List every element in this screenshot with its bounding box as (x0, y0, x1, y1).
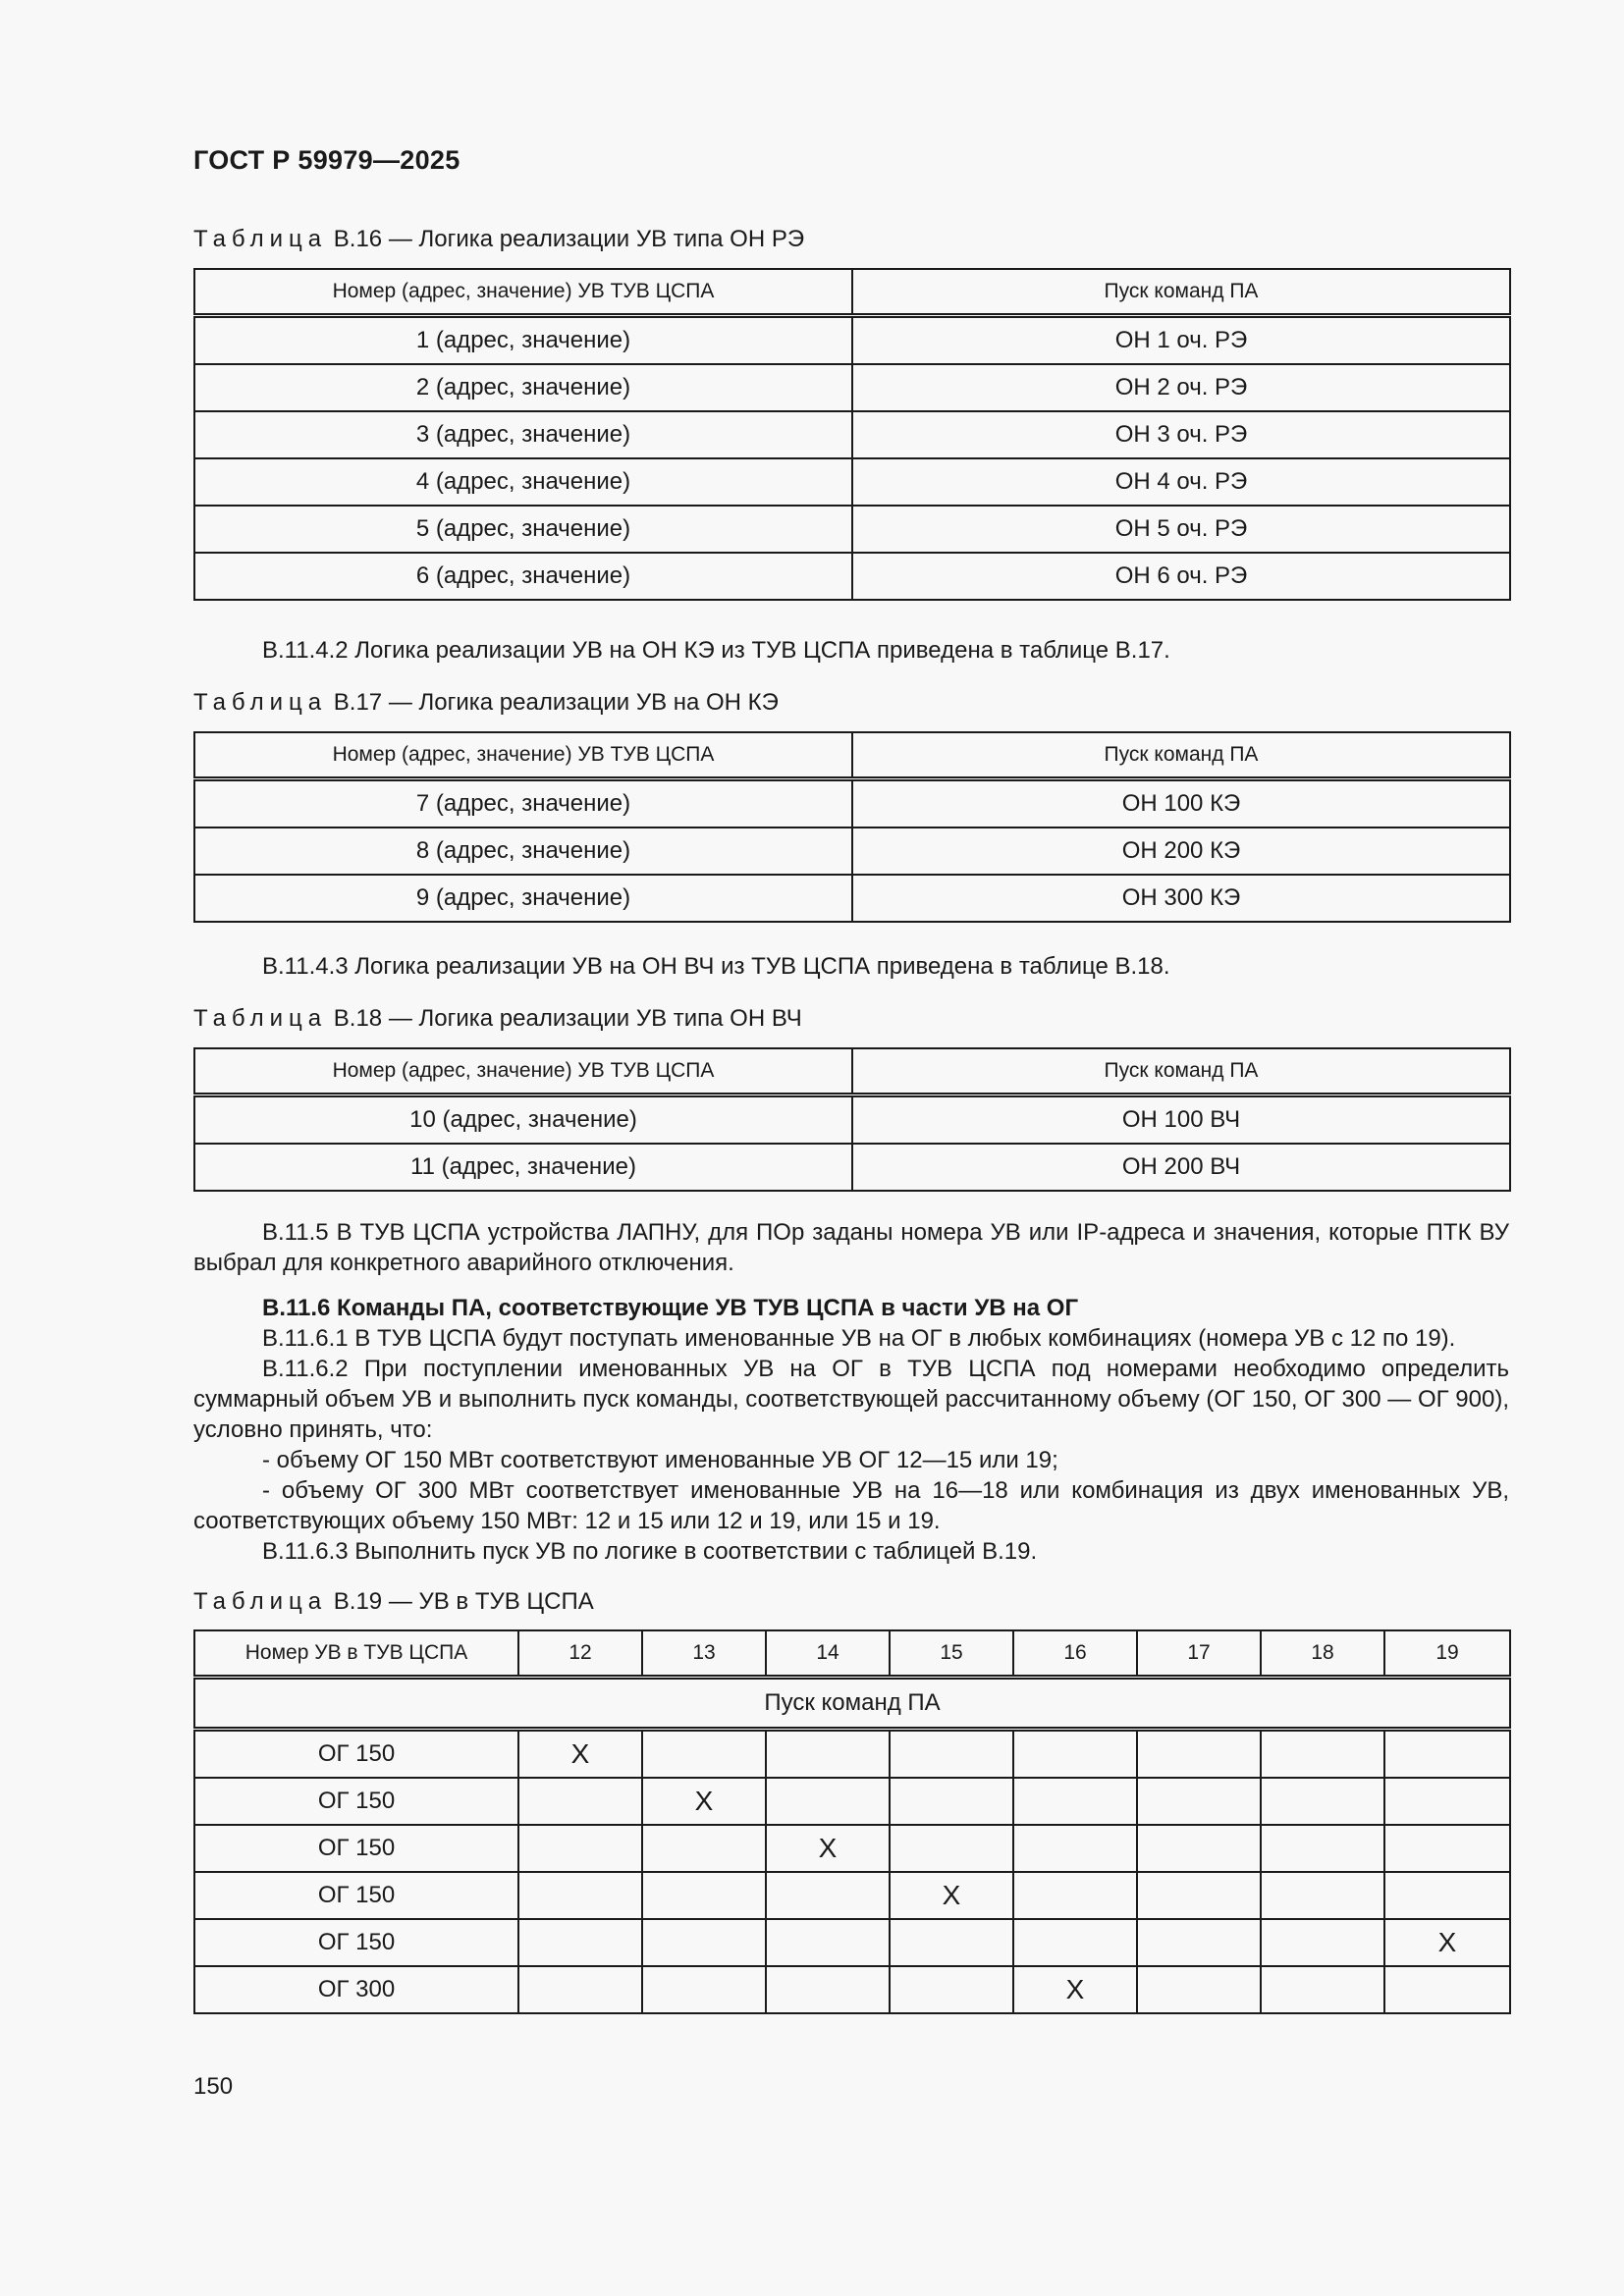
paragraph-b-11-6-2: В.11.6.2 При поступлении именованных УВ на ОГ в ТУВ ЦСПА под номерами необходимо определить суммарный объем УВ и выполнить пуск команды, соответствующей рассчитанному объему (ОГ 150, ОГ 300 — ОГ 900), условно принять, что: (193, 1356, 1509, 1443)
mark-cell: Х (642, 1778, 766, 1825)
table-row (194, 1730, 1510, 1779)
table-row (194, 316, 1510, 365)
table-cell: 8 (адрес, значение) (194, 828, 852, 875)
row-label: ОГ 300 (194, 1966, 518, 2013)
paragraph-b-11-6-3: В.11.6.3 Выполнить пуск УВ по логике в соответствии с таблицей В.19. (262, 1538, 1038, 1565)
table-17 (193, 731, 1511, 923)
empty-cell (518, 1872, 642, 1919)
table-cell: 5 (адрес, значение) (194, 506, 852, 553)
table-18 (193, 1047, 1511, 1192)
table-17-caption (193, 689, 779, 717)
table-cell: ОН 100 КЭ (852, 779, 1510, 828)
table-19-caption-text: В.19 — УВ в ТУВ ЦСПА (333, 1588, 594, 1615)
table-row (194, 1872, 1510, 1919)
table-header-row (194, 1630, 1510, 1678)
column-header: Номер (адрес, значение) УВ ТУВ ЦСПА (194, 269, 852, 316)
table-row (194, 506, 1510, 553)
table-cell: 9 (адрес, значение) (194, 875, 852, 922)
empty-cell (1013, 1730, 1137, 1779)
table-cell: ОН 2 оч. РЭ (852, 364, 1510, 411)
empty-cell (642, 1919, 766, 1966)
empty-cell (1261, 1825, 1384, 1872)
table-row (194, 1095, 1510, 1145)
column-header: Пуск команд ПА (852, 1048, 1510, 1095)
table-18-caption-text: В.18 — Логика реализации УВ типа ОН ВЧ (333, 1005, 802, 1032)
paragraph-b-11-4-3: В.11.4.3 Логика реализации УВ на ОН ВЧ из ТУВ ЦСПА приведена в таблице В.18. (262, 953, 1170, 980)
empty-cell (518, 1778, 642, 1825)
empty-cell (1137, 1825, 1261, 1872)
paragraph-b-11-5: В.11.5 В ТУВ ЦСПА устройства ЛАПНУ, для ПОр заданы номера УВ или IP-адреса и значения, которые ПТК ВУ выбрал для конкретного аварийного отключения. (193, 1219, 1509, 1276)
empty-cell (766, 1919, 890, 1966)
empty-cell (766, 1778, 890, 1825)
paragraph-b-11-6-1: В.11.6.1 В ТУВ ЦСПА будут поступать именованные УВ на ОГ в любых комбинациях (номера УВ с 12 по 19). (262, 1325, 1456, 1352)
table-row (194, 1144, 1510, 1191)
table-cell: ОН 3 оч. РЭ (852, 411, 1510, 458)
empty-cell (518, 1919, 642, 1966)
empty-cell (1013, 1825, 1137, 1872)
table-cell: 10 (адрес, значение) (194, 1095, 852, 1145)
table-cell: 2 (адрес, значение) (194, 364, 852, 411)
table-cell: ОН 200 КЭ (852, 828, 1510, 875)
column-header: Пуск команд ПА (852, 269, 1510, 316)
document-id-header: ГОСТ Р 59979—2025 (193, 145, 460, 175)
empty-cell (1261, 1919, 1384, 1966)
empty-cell (1013, 1872, 1137, 1919)
row-label: ОГ 150 (194, 1778, 518, 1825)
empty-cell (1137, 1730, 1261, 1779)
empty-cell (1261, 1966, 1384, 2013)
table-subheader-row (194, 1678, 1510, 1730)
row-label: ОГ 150 (194, 1730, 518, 1779)
mark-cell: Х (1013, 1966, 1137, 2013)
table-cell: ОН 6 оч. РЭ (852, 553, 1510, 600)
table-row (194, 1919, 1510, 1966)
table-header-row (194, 1048, 1510, 1095)
mark-cell: Х (1384, 1919, 1510, 1966)
table-row (194, 1966, 1510, 2013)
table-19-caption-word: Таблица (193, 1588, 328, 1615)
number-header: 17 (1137, 1630, 1261, 1678)
empty-cell (1137, 1919, 1261, 1966)
table-17-caption-word: Таблица (193, 689, 328, 716)
column-header: Номер (адрес, значение) УВ ТУВ ЦСПА (194, 1048, 852, 1095)
table-cell: 4 (адрес, значение) (194, 458, 852, 506)
table-row (194, 364, 1510, 411)
table-19 (193, 1629, 1511, 2014)
table-row (194, 828, 1510, 875)
table-row (194, 1825, 1510, 1872)
empty-cell (1384, 1778, 1510, 1825)
empty-cell (890, 1825, 1013, 1872)
table-cell: ОН 300 КЭ (852, 875, 1510, 922)
subheader-cell: Пуск команд ПА (194, 1678, 1510, 1730)
table-18-caption (193, 1005, 802, 1033)
table-cell: ОН 5 оч. РЭ (852, 506, 1510, 553)
empty-cell (890, 1966, 1013, 2013)
bullet-og-150: - объему ОГ 150 МВт соответствуют именованные УВ ОГ 12—15 или 19; (262, 1447, 1058, 1473)
table-header-row (194, 732, 1510, 779)
number-header: 19 (1384, 1630, 1510, 1678)
number-header: 18 (1261, 1630, 1384, 1678)
empty-cell (642, 1730, 766, 1779)
table-row (194, 553, 1510, 600)
empty-cell (1137, 1872, 1261, 1919)
table-cell: ОН 100 ВЧ (852, 1095, 1510, 1145)
empty-cell (1384, 1825, 1510, 1872)
table-header-row (194, 269, 1510, 316)
table-cell: ОН 1 оч. РЭ (852, 316, 1510, 365)
empty-cell (642, 1966, 766, 2013)
empty-cell (1137, 1966, 1261, 2013)
row-label: ОГ 150 (194, 1872, 518, 1919)
section-heading: В.11.6 Команды ПА, соответствующие УВ ТУВ ЦСПА в части УВ на ОГ (262, 1295, 1079, 1321)
table-19-caption (193, 1588, 594, 1616)
empty-cell (1013, 1778, 1137, 1825)
empty-cell (1261, 1730, 1384, 1779)
table-cell: 1 (адрес, значение) (194, 316, 852, 365)
empty-cell (1261, 1872, 1384, 1919)
bullet-og-300: - объему ОГ 300 МВт соответствует именованные УВ на 16—18 или комбинация из двух именованных УВ, соответствующих объему 150 МВт: 12 и 15 или 12 и 19, или 15 и 19. (193, 1477, 1509, 1534)
page-number: 150 (193, 2073, 234, 2100)
row-label: ОГ 150 (194, 1825, 518, 1872)
number-header: 14 (766, 1630, 890, 1678)
mark-cell: Х (766, 1825, 890, 1872)
table-row (194, 779, 1510, 828)
empty-cell (766, 1872, 890, 1919)
empty-cell (1384, 1730, 1510, 1779)
column-header: Номер (адрес, значение) УВ ТУВ ЦСПА (194, 732, 852, 779)
empty-cell (1261, 1778, 1384, 1825)
number-header: 13 (642, 1630, 766, 1678)
table-cell: 3 (адрес, значение) (194, 411, 852, 458)
row-label: ОГ 150 (194, 1919, 518, 1966)
table-18-caption-word: Таблица (193, 1005, 328, 1032)
table-cell: ОН 200 ВЧ (852, 1144, 1510, 1191)
empty-cell (642, 1872, 766, 1919)
empty-cell (890, 1919, 1013, 1966)
table-16 (193, 268, 1511, 601)
number-header: 15 (890, 1630, 1013, 1678)
table-16-caption (193, 226, 804, 253)
table-16-caption-text: В.16 — Логика реализации УВ типа ОН РЭ (333, 226, 805, 252)
empty-cell (890, 1730, 1013, 1779)
table-17-caption-text: В.17 — Логика реализации УВ на ОН КЭ (333, 689, 779, 716)
column-header: Номер УВ в ТУВ ЦСПА (194, 1630, 518, 1678)
paragraph-b-11-6-heading (193, 1293, 1509, 1323)
number-header: 12 (518, 1630, 642, 1678)
empty-cell (518, 1825, 642, 1872)
empty-cell (1013, 1919, 1137, 1966)
empty-cell (642, 1825, 766, 1872)
mark-cell: Х (518, 1730, 642, 1779)
table-row (194, 411, 1510, 458)
number-header: 16 (1013, 1630, 1137, 1678)
table-cell: 6 (адрес, значение) (194, 553, 852, 600)
empty-cell (1384, 1872, 1510, 1919)
empty-cell (890, 1778, 1013, 1825)
empty-cell (766, 1730, 890, 1779)
mark-cell: Х (890, 1872, 1013, 1919)
table-cell: 7 (адрес, значение) (194, 779, 852, 828)
table-row (194, 875, 1510, 922)
table-row (194, 1778, 1510, 1825)
empty-cell (1137, 1778, 1261, 1825)
column-header: Пуск команд ПА (852, 732, 1510, 779)
empty-cell (766, 1966, 890, 2013)
empty-cell (518, 1966, 642, 2013)
table-row (194, 458, 1510, 506)
table-cell: ОН 4 оч. РЭ (852, 458, 1510, 506)
paragraph-b-11-4-2: В.11.4.2 Логика реализации УВ на ОН КЭ из ТУВ ЦСПА приведена в таблице В.17. (262, 637, 1170, 664)
empty-cell (1384, 1966, 1510, 2013)
table-16-caption-word: Таблица (193, 226, 328, 252)
table-cell: 11 (адрес, значение) (194, 1144, 852, 1191)
